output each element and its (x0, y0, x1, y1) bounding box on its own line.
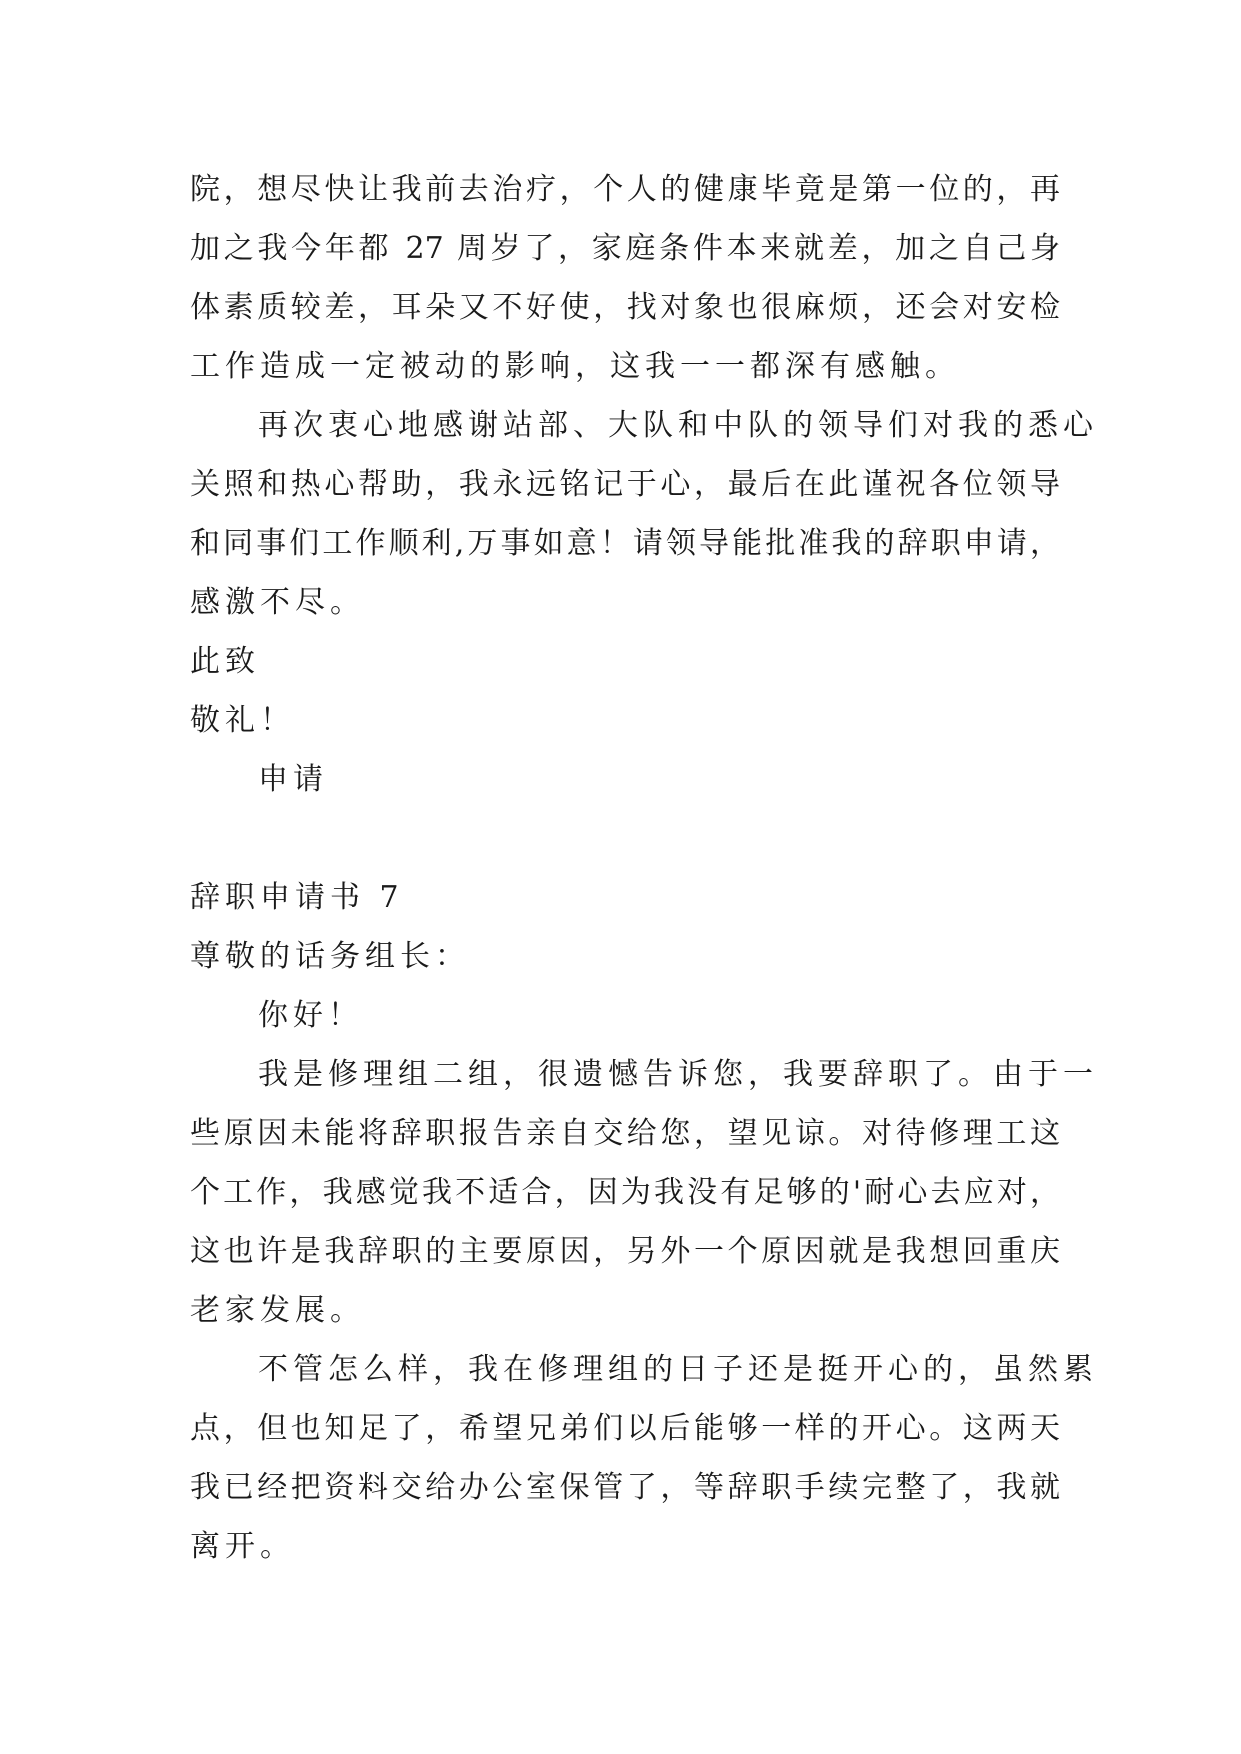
section-title: 辞职申请书 7 (190, 880, 404, 915)
section-spacer (190, 809, 1060, 868)
closing-salutation: 此致 (190, 644, 260, 679)
paragraph-line: 我是修理组二组，很遗憾告诉您，我要辞职了。由于一 (258, 1057, 1098, 1092)
closing-regards: 敬礼！ (190, 703, 295, 738)
paragraph-line: 个工作，我感觉我不适合，因为我没有足够的'耐心去应对， (190, 1175, 1060, 1210)
paragraph-line: 加之我今年都 27 周岁了，家庭条件本来就差，加之自己身 (190, 231, 1060, 266)
paragraph-line: 这也许是我辞职的主要原因，另外一个原因就是我想回重庆 (190, 1234, 1060, 1269)
letter-hello: 你好！ (258, 998, 363, 1033)
paragraph-line: 老家发展。 (190, 1293, 365, 1328)
paragraph-line: 不管怎么样，我在修理组的日子还是挺开心的，虽然累 (258, 1352, 1098, 1387)
signature-line: 申请 (258, 762, 328, 797)
paragraph-line: 我已经把资料交给办公室保管了，等辞职手续完整了，我就 (190, 1470, 1060, 1505)
paragraph-line: 和同事们工作顺利,万事如意！请领导能批准我的辞职申请， (190, 526, 1060, 561)
paragraph-line: 些原因未能将辞职报告亲自交给您，望见谅。对待修理工这 (190, 1116, 1060, 1151)
paragraph-line: 工作造成一定被动的影响，这我一一都深有感触。 (190, 349, 960, 384)
paragraph-line: 院，想尽快让我前去治疗，个人的健康毕竟是第一位的，再 (190, 172, 1060, 207)
paragraph-line: 感激不尽。 (190, 585, 365, 620)
paragraph-line: 关照和热心帮助，我永远铭记于心，最后在此谨祝各位领导 (190, 467, 1060, 502)
paragraph-line: 离开。 (190, 1529, 295, 1564)
paragraph-line: 点，但也知足了，希望兄弟们以后能够一样的开心。这两天 (190, 1411, 1060, 1446)
paragraph-line: 再次衷心地感谢站部、大队和中队的领导们对我的悉心 (258, 408, 1098, 443)
paragraph-line: 体素质较差，耳朵又不好使，找对象也很麻烦，还会对安检 (190, 290, 1060, 325)
letter-greeting: 尊敬的话务组长： (190, 939, 470, 974)
document-body (190, 160, 1098, 1576)
